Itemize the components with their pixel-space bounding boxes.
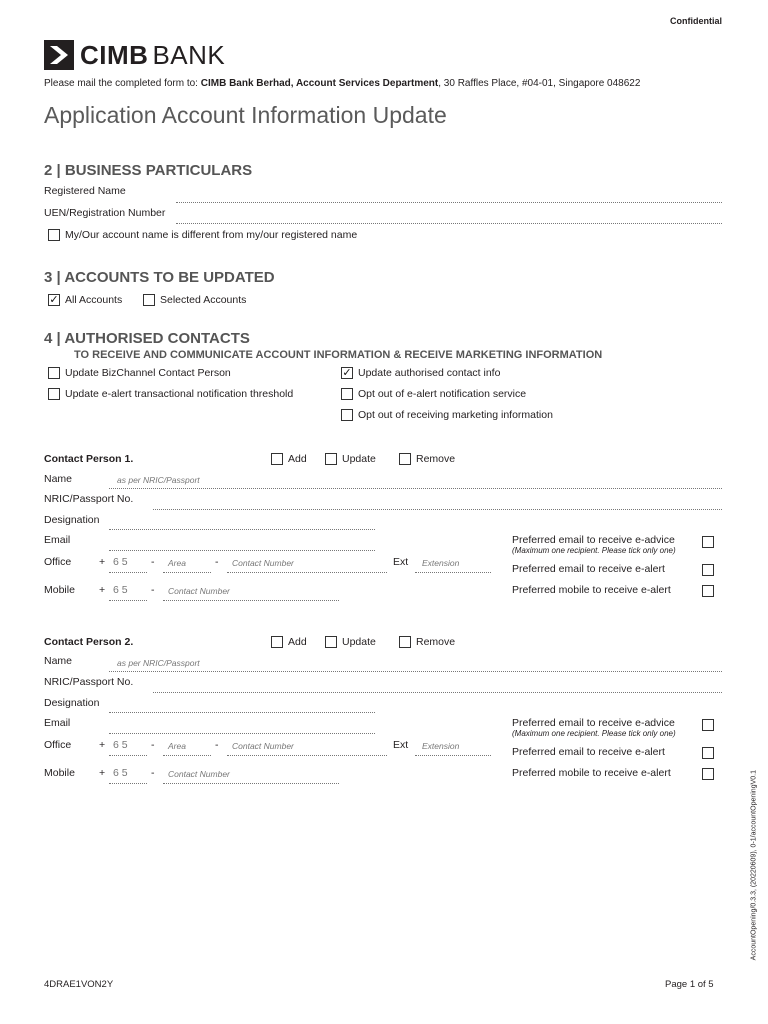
area-hint: Area <box>168 741 186 751</box>
diff-name-label: My/Our account name is different from my/our registered name <box>65 229 358 241</box>
contact-2-remove-option[interactable] <box>399 636 455 648</box>
extension-hint: Extension <box>422 558 460 568</box>
uen-field[interactable] <box>176 223 722 224</box>
contact-number-hint: Contact Number <box>168 586 230 596</box>
contact-number-hint: Contact Number <box>168 769 230 779</box>
update-label: Update <box>342 636 376 648</box>
section-4-subheading: TO RECEIVE AND COMMUNICATE ACCOUNT INFORMATION & RECEIVE MARKETING INFORMATION <box>74 349 603 361</box>
contact-2-ext-field[interactable] <box>415 755 491 756</box>
page-number: Page 1 of 5 <box>665 979 714 990</box>
country-code: 6 5 <box>113 767 128 779</box>
name-hint: as per NRIC/Passport <box>117 658 200 668</box>
name-hint: as per NRIC/Passport <box>117 475 200 485</box>
diff-name-option[interactable] <box>48 229 357 241</box>
contact-1-email-field[interactable] <box>109 550 375 551</box>
contact-2-office-cc-field[interactable] <box>109 755 147 756</box>
area-hint: Area <box>168 558 186 568</box>
contact-2-office-area-field[interactable] <box>163 755 211 756</box>
side-version-text: AccountOpening/0.3.3, (20220609), 0-1/accountOpeningV0.1 <box>750 770 757 961</box>
all-accounts-option[interactable] <box>48 294 122 306</box>
contact-number-hint: Contact Number <box>232 741 294 751</box>
contact-1-office-cc-field[interactable] <box>109 572 147 573</box>
pref-ealert-label: Preferred email to receive e-alert <box>512 746 665 758</box>
contact-1-remove-option[interactable] <box>399 453 455 465</box>
pref-eadvice-label: Preferred email to receive e-advice <box>512 534 675 546</box>
contact-1-mobile-number-field[interactable] <box>163 600 339 601</box>
contact-2-add-option[interactable] <box>271 636 307 648</box>
contact-2-pref-eadvice-checkbox[interactable] <box>702 719 714 731</box>
contact-number-hint: Contact Number <box>232 558 294 568</box>
contact-1-office-number-field[interactable] <box>227 572 387 573</box>
bizchannel-checkbox[interactable] <box>48 367 60 379</box>
add-label: Add <box>288 453 307 465</box>
opt-out-marketing-label: Opt out of receiving marketing information <box>358 409 553 421</box>
designation-label: Designation <box>44 514 100 526</box>
selected-accounts-label: Selected Accounts <box>160 294 247 306</box>
form-code: 4DRAE1VON2Y <box>44 979 114 990</box>
contact-2-update-checkbox[interactable] <box>325 636 337 648</box>
contact-1-designation-field[interactable] <box>109 529 375 530</box>
opt-out-marketing-checkbox[interactable] <box>341 409 353 421</box>
contact-1-pref-mobile-checkbox[interactable] <box>702 585 714 597</box>
pref-ealert-label: Preferred email to receive e-alert <box>512 563 665 575</box>
pref-eadvice-note: (Maximum one recipient. Please tick only one) <box>512 729 676 738</box>
page-title: Application Account Information Update <box>44 102 447 128</box>
nric-label: NRIC/Passport No. <box>44 493 134 505</box>
contact-2-remove-checkbox[interactable] <box>399 636 411 648</box>
contact-person-1-title: Contact Person 1. <box>44 453 134 465</box>
add-label: Add <box>288 636 307 648</box>
logo-text-cimb: CIMB <box>80 39 149 70</box>
designation-label: Designation <box>44 697 100 709</box>
authorised-contact-checkbox[interactable]: ✓ <box>342 367 352 379</box>
contact-1-nric-field[interactable] <box>153 509 722 510</box>
contact-1-office-area-field[interactable] <box>163 572 211 573</box>
logo-text-bank: BANK <box>152 39 226 70</box>
contact-1-ext-field[interactable] <box>415 572 491 573</box>
cimb-logo <box>44 40 225 70</box>
cimb-logo-icon <box>44 40 74 70</box>
opt-out-ealert-checkbox[interactable] <box>341 388 353 400</box>
contact-1-name-field[interactable] <box>109 488 722 489</box>
uen-label: UEN/Registration Number <box>44 207 166 219</box>
contact-1-add-checkbox[interactable] <box>271 453 283 465</box>
contact-2-email-field[interactable] <box>109 733 375 734</box>
registered-name-field[interactable] <box>176 202 722 203</box>
authorised-contact-label: Update authorised contact info <box>358 367 501 379</box>
update-label: Update <box>342 453 376 465</box>
opt-out-ealert-label: Opt out of e-alert notification service <box>358 388 527 400</box>
nric-label: NRIC/Passport No. <box>44 676 134 688</box>
selected-accounts-option[interactable] <box>143 294 246 306</box>
email-label: Email <box>44 717 71 729</box>
threshold-checkbox[interactable] <box>48 388 60 400</box>
contact-1-mobile-cc-field[interactable] <box>109 600 147 601</box>
plus-sign: + <box>99 739 106 751</box>
registered-name-label: Registered Name <box>44 185 126 197</box>
opt-out-marketing-option[interactable] <box>341 409 553 421</box>
name-label: Name <box>44 655 73 667</box>
contact-1-pref-ealert-checkbox[interactable] <box>702 564 714 576</box>
contact-2-designation-field[interactable] <box>109 712 375 713</box>
dash: - <box>215 556 219 568</box>
pref-mobile-label: Preferred mobile to receive e-alert <box>512 767 671 779</box>
contact-2-mobile-number-field[interactable] <box>163 783 339 784</box>
remove-label: Remove <box>416 636 456 648</box>
pref-eadvice-label: Preferred email to receive e-advice <box>512 717 675 729</box>
confidential-label: Confidential <box>670 16 722 26</box>
ext-label: Ext <box>393 739 409 751</box>
contact-1-update-checkbox[interactable] <box>325 453 337 465</box>
contact-2-name-field[interactable] <box>109 671 722 672</box>
bizchannel-option[interactable] <box>48 367 231 379</box>
diff-name-checkbox[interactable] <box>48 229 60 241</box>
threshold-option[interactable] <box>48 388 293 400</box>
contact-2-nric-field[interactable] <box>153 692 722 693</box>
contact-2-mobile-cc-field[interactable] <box>109 783 147 784</box>
email-label: Email <box>44 534 71 546</box>
plus-sign: + <box>99 767 106 779</box>
contact-1-remove-checkbox[interactable] <box>399 453 411 465</box>
dash: - <box>215 739 219 751</box>
opt-out-ealert-option[interactable] <box>341 388 526 400</box>
contact-1-add-option[interactable] <box>271 453 307 465</box>
bizchannel-label: Update BizChannel Contact Person <box>65 367 231 379</box>
plus-sign: + <box>99 556 106 568</box>
dash: - <box>151 739 155 751</box>
authorised-contact-option[interactable] <box>341 367 500 379</box>
contact-2-update-option[interactable] <box>325 636 376 648</box>
all-accounts-label: All Accounts <box>65 294 123 306</box>
country-code: 6 5 <box>113 556 128 568</box>
contact-1-pref-eadvice-checkbox[interactable] <box>702 536 714 548</box>
selected-accounts-checkbox[interactable] <box>143 294 155 306</box>
dash: - <box>151 767 155 779</box>
contact-person-2-title: Contact Person 2. <box>44 636 134 648</box>
section-4-heading: 4 | AUTHORISED CONTACTS <box>44 330 250 347</box>
office-label: Office <box>44 556 72 568</box>
section-3-heading: 3 | ACCOUNTS TO BE UPDATED <box>44 269 275 286</box>
extension-hint: Extension <box>422 741 460 751</box>
name-label: Name <box>44 473 73 485</box>
contact-2-office-number-field[interactable] <box>227 755 387 756</box>
pref-eadvice-note: (Maximum one recipient. Please tick only one) <box>512 546 676 555</box>
country-code: 6 5 <box>113 584 128 596</box>
contact-2-add-checkbox[interactable] <box>271 636 283 648</box>
plus-sign: + <box>99 584 106 596</box>
contact-2-pref-ealert-checkbox[interactable] <box>702 747 714 759</box>
pref-mobile-label: Preferred mobile to receive e-alert <box>512 584 671 596</box>
mobile-label: Mobile <box>44 767 75 779</box>
contact-2-pref-mobile-checkbox[interactable] <box>702 768 714 780</box>
country-code: 6 5 <box>113 739 128 751</box>
mobile-label: Mobile <box>44 584 75 596</box>
dash: - <box>151 556 155 568</box>
mailing-address: Please mail the completed form to: CIMB Bank Berhad, Account Services Department, 30 Raffles Place, #04-01, Singapore 048622 <box>44 78 641 89</box>
office-label: Office <box>44 739 72 751</box>
dash: - <box>151 584 155 596</box>
threshold-label: Update e-alert transactional notification threshold <box>65 388 294 400</box>
ext-label: Ext <box>393 556 409 568</box>
section-2-heading: 2 | BUSINESS PARTICULARS <box>44 162 253 179</box>
all-accounts-checkbox[interactable]: ✓ <box>49 294 59 306</box>
contact-1-update-option[interactable] <box>325 453 376 465</box>
remove-label: Remove <box>416 453 456 465</box>
